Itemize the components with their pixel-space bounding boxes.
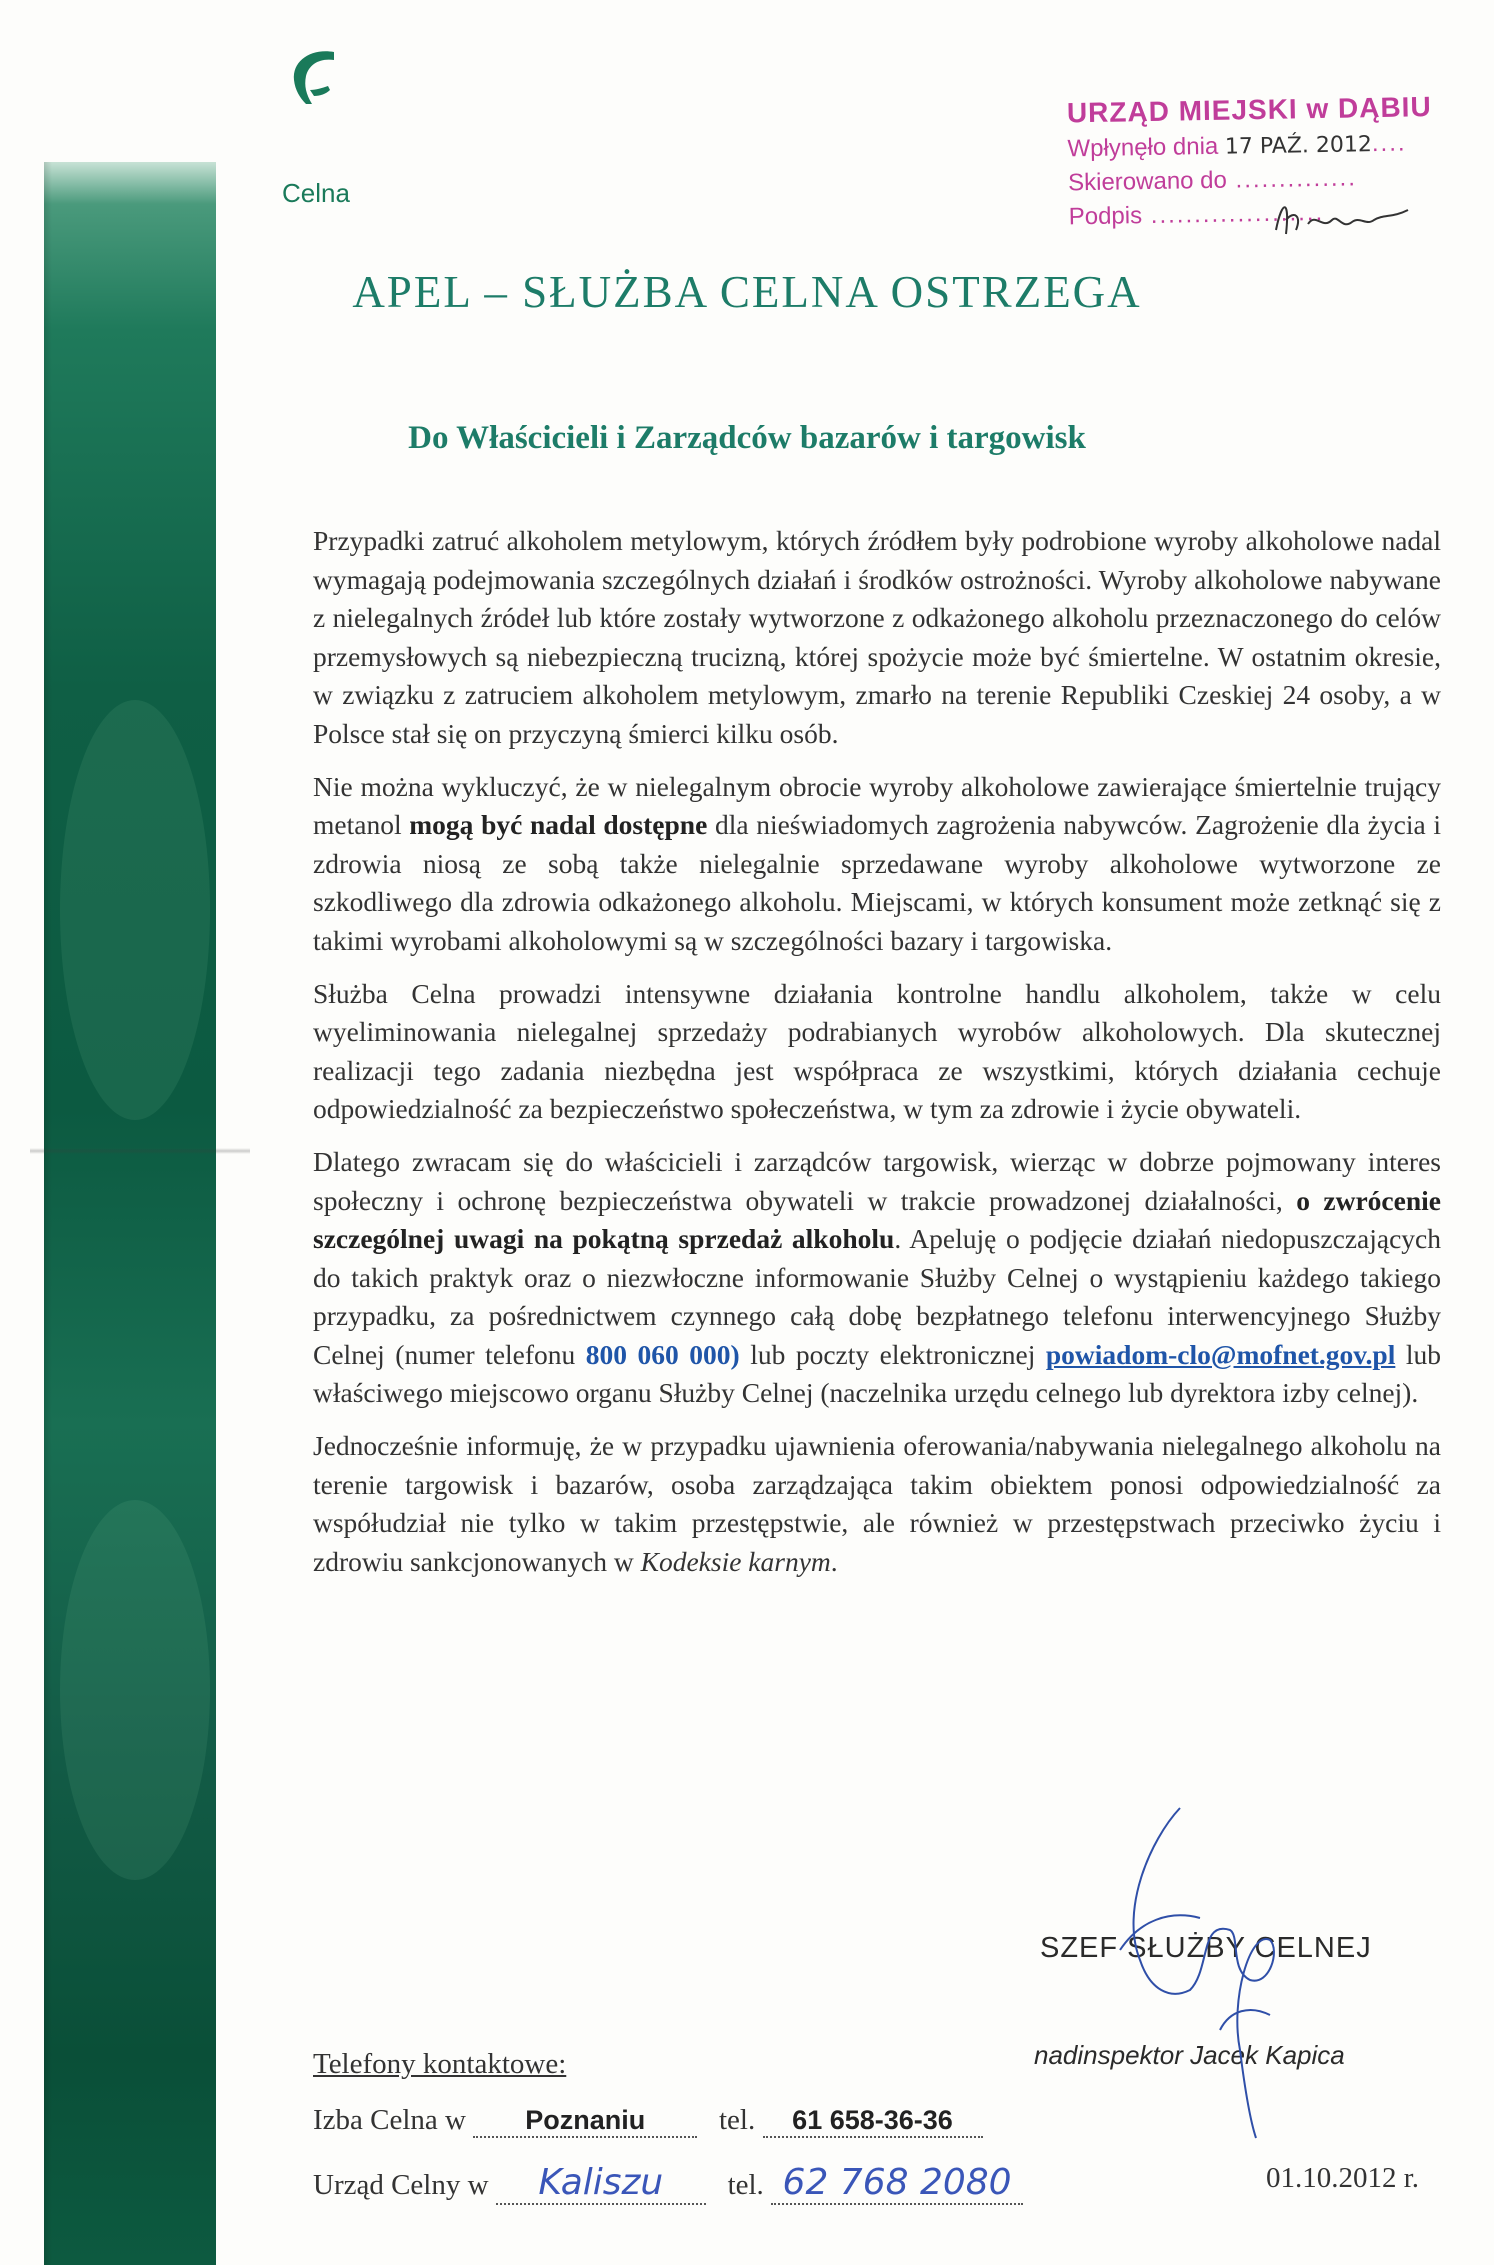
paragraph-1: Przypadki zatruć alkoholem metylowym, których źródłem były podrobione wyroby alkoholowe nadal wymagają podejmowania szczególnych działań i środków ostrożności. Wyroby alkoholowe nabywane z nielegalnych źródeł lub które zostały wytworzone z odkażonego alkoholu przeznaczonego do celów przemysłowych są niebezpieczną trucizną, której spożycie może być śmiertelne. W ostatnim okresie, w związku z zatruciem alkoholem metylowym, zmarło na terenie Republiki Czeskiej 24 osoby, a w Polsce stał się on przyczyną śmierci kilku osób. (313, 525, 1441, 749)
paragraph-5-emphasis: Kodeksie karnym (640, 1545, 831, 1577)
contact-row-izba (313, 2104, 983, 2138)
letter-body (313, 522, 1441, 1595)
signatory-title: SZEF SŁUŻBY CELNEJ (1040, 1932, 1372, 1964)
paragraph-5-text: Jednocześnie informuję, że w przypadku ujawnienia oferowania/nabywania nielegalnego alkoholu na terenie targowisk i bazarów, osoba zarządzająca takim obiektem ponosi odpowiedzialność za współudział nie tylko w takim przestępstwie, ale również w przestępstwach przeciwko życiu i zdrowiu sankcjonowanych w (313, 1430, 1441, 1577)
signatory-name: nadinspektor Jacek Kapica (1034, 2040, 1345, 2070)
stamp-office: URZĄD MIEJSKI w DĄBIU (1066, 91, 1432, 129)
contact-label: Urząd Celny w (313, 2169, 489, 2201)
contact-tel-label: tel. (719, 2104, 756, 2136)
customs-logo-icon (282, 46, 342, 106)
contact-label: Izba Celna w (313, 2104, 466, 2136)
contact-city: Kaliszu (496, 2162, 706, 2205)
stamp-handwritten-signature (1272, 190, 1412, 250)
paragraph-2 (313, 768, 1441, 961)
paragraph-3: Służba Celna prowadzi intensywne działania kontrolne handlu alkoholem, także w celu wyeliminowania nielegalnej sprzedaży podrabianych wyrobów alkoholowych. Dla skutecznej realizacji tego zadania niezbędna jest współpraca ze wszystkimi, których działania cechuje odpowiedzialność za bezpieczeństwo społeczeństwa, w tym za zdrowie i życie obywateli. (313, 977, 1441, 1125)
paragraph-4-text: lub poczty elektronicznej (739, 1338, 1046, 1370)
paragraph-2-emphasis: mogą być nadal dostępne (409, 809, 708, 841)
stamp-received-line: Wpłynęło dnia 17 PAŹ. 2012.... (1067, 129, 1407, 163)
contact-tel-label: tel. (727, 2169, 764, 2201)
page-title: APEL – SŁUŻBA CELNA OSTRZEGA (352, 267, 1142, 317)
stamp-directed-label: Skierowano do (1067, 166, 1228, 197)
stripe-sheen (60, 1500, 210, 1880)
contact-city: Poznaniu (473, 2105, 697, 2138)
document-date: 01.10.2012 r. (1266, 2162, 1420, 2194)
paragraph-2-text: Nie można wykluczyć, że w nielegalnym obrocie wyroby alkoholowe zawierające śmiertelnie trujący metanol (313, 770, 1441, 841)
hotline-phone-number: 800 060 000) (585, 1338, 740, 1370)
contact-row-urzad (313, 2162, 1023, 2205)
paper-fold-line (30, 1148, 250, 1154)
stamp-received-date: 17 PAŹ. 2012 (1224, 132, 1373, 160)
paragraph-2-text: dla nieświadomych zagrożenia nabywców. Zagrożenie dla życia i zdrowia niosą ze sobą także nielegalnie sprzedawane wyroby alkoholowe wytworzone ze szkodliwego dla zdrowia odkażonego alkoholu. Miejscami, w których konsument może zetknąć się z takimi wyrobami alkoholowymi są w szczególności bazary i targowiska. (313, 809, 1441, 956)
contact-phone: 61 658-36-36 (763, 2105, 983, 2138)
paragraph-4 (313, 1143, 1441, 1413)
stamp-directed-line: Skierowano do .............. (1067, 164, 1358, 197)
report-email-link[interactable]: powiadom-clo@mofnet.gov.pl (1045, 1338, 1396, 1370)
contact-phone: 62 768 2080 (771, 2162, 1023, 2205)
stamp-signature-label: Podpis (1068, 202, 1143, 231)
page-subtitle: Do Właścicieli i Zarządców bazarów i targowisk (408, 420, 1086, 456)
stripe-sheen (60, 700, 210, 1120)
logo-caption: Celna (282, 178, 350, 208)
paragraph-4-emphasis: o zwrócenie szczególnej uwagi na pokątną sprzedaż alkoholu (313, 1184, 1441, 1255)
paragraph-5 (313, 1427, 1441, 1581)
handwritten-signature (1080, 1800, 1310, 2140)
green-stripe-decoration (44, 162, 216, 2265)
stamp-signature-line: Podpis .................... (1068, 198, 1325, 231)
paragraph-4-text: Dlatego zwracam się do właścicieli i zarządców targowisk, wierząc w dobrze pojmowany interes społeczny i ochronę bezpieczeństwa obywateli w trakcie prowadzonej działalności, (313, 1145, 1441, 1216)
paragraph-4-text: lub właściwego miejscowo organu Służby Celnej (naczelnika urzędu celnego lub dyrektora izby celnej). (313, 1338, 1441, 1409)
stamp-received-label: Wpłynęło dnia (1067, 132, 1219, 163)
contacts-heading: Telefony kontaktowe: (313, 2048, 567, 2080)
paragraph-5-text: . (830, 1545, 838, 1577)
paragraph-4-text: . Apeluję o podjęcie działań niedopuszczających do takich praktyk oraz o niezwłoczne informowanie Służby Celnej o wystąpieniu każdego takiego przypadku, za pośrednictwem czynnego całą dobę bezpłatnego telefonu interwencyjnego Służby Celnej (numer telefonu (313, 1223, 1441, 1370)
